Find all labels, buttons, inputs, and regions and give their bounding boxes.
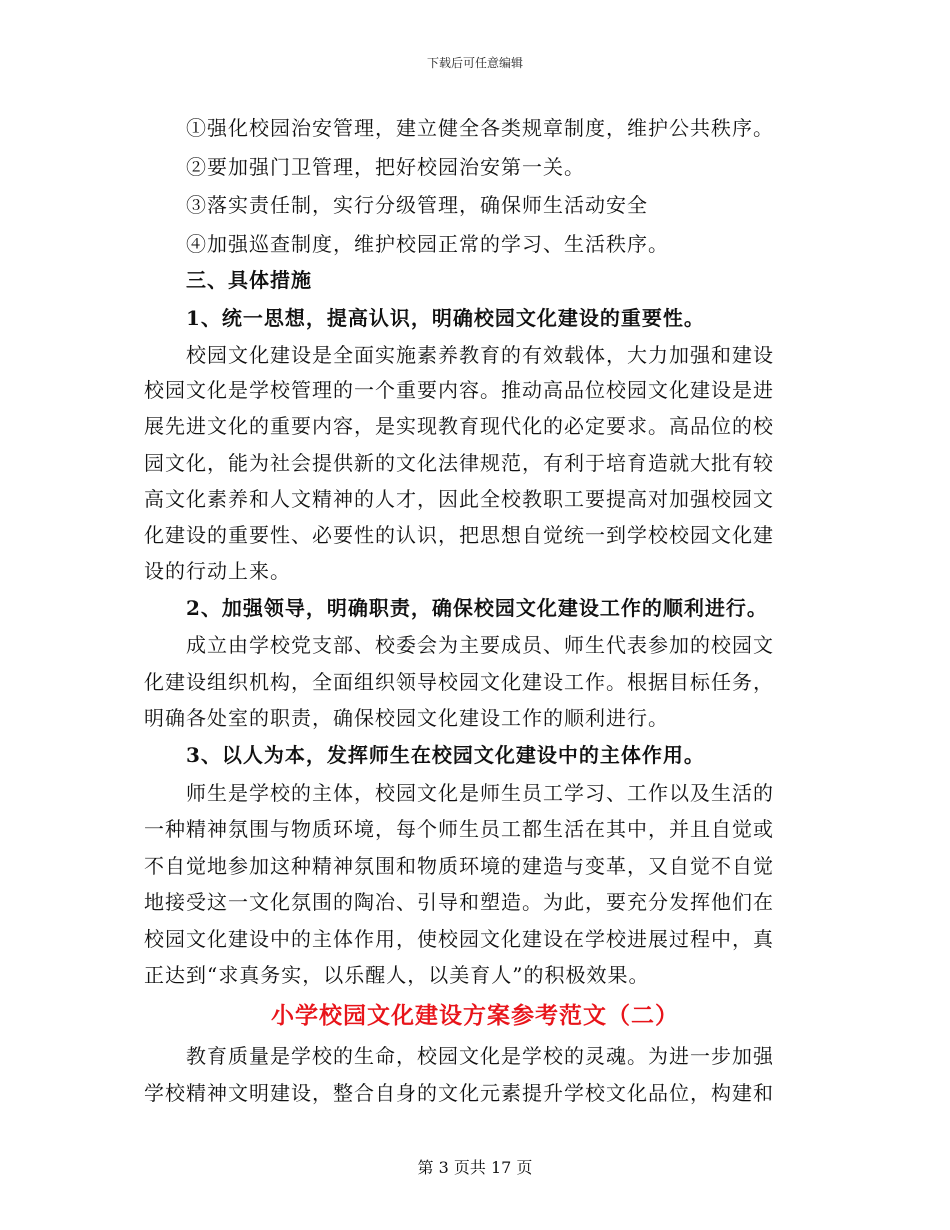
paragraph-line: 教育质量是学校的生命，校园文化是学校的灵魂。为进一步加强	[186, 1044, 774, 1068]
paragraph-line: 学校精神文明建设，整合自身的文化元素提升学校文化品位，构建和	[144, 1081, 774, 1105]
page-number: 第 3 页共 17 页	[417, 1158, 533, 1177]
paragraph-line: 校园文化是学校管理的一个重要内容。推动高品位校园文化建设是进	[144, 378, 774, 402]
subheading-3: 3、以人为本，发挥师生在校园文化建设中的主体作用。	[186, 743, 705, 767]
paragraph-line: 不自觉地参加这种精神氛围和物质环境的建造与变革，又自觉不自觉	[144, 854, 774, 878]
paragraph-line: 设的行动上来。	[144, 559, 291, 583]
section-title: 小学校园文化建设方案参考范文（二）	[271, 1002, 679, 1029]
paragraph-line: 园文化，能为社会提供新的文化法律规范，有利于培育造就大批有较	[144, 451, 774, 475]
paragraph-line: 校园文化建设中的主体作用，使校园文化建设在学校进展过程中，真	[144, 927, 774, 951]
paragraph-line: 师生是学校的主体，校园文化是师生员工学习、工作以及生活的	[186, 781, 774, 805]
paragraph-line: 地接受这一文化氛围的陶冶、引导和塑造。为此，要充分发挥他们在	[144, 890, 774, 914]
paragraph-line: 正达到“求真务实，以乐醒人，以美育人”的积极效果。	[144, 963, 650, 987]
paragraph-line: 明确各处室的职责，确保校园文化建设工作的顺利进行。	[144, 706, 669, 730]
paragraph-line: 化建设组织机构，全面组织领导校园文化建设工作。根据目标任务，	[144, 670, 774, 694]
paragraph-line: 展先进文化的重要内容，是实现教育现代化的必定要求。高品位的校	[144, 414, 774, 438]
paragraph-line: 一种精神氛围与物质环境，每个师生员工都生活在其中，并且自觉或	[144, 817, 774, 841]
paragraph-line: 成立由学校党支部、校委会为主要成员、师生代表参加的校园文	[186, 633, 774, 657]
subheading-1: 1、统一思想，提高认识，明确校园文化建设的重要性。	[186, 306, 705, 330]
paragraph-line: 化建设的重要性、必要性的认识，把思想自觉统一到学校校园文化建	[144, 523, 774, 547]
subheading-2: 2、加强领导，明确职责，确保校园文化建设工作的顺利进行。	[186, 596, 768, 620]
paragraph-line: 高文化素养和人文精神的人才，因此全校教职工要提高对加强校园文	[144, 487, 774, 511]
list-item-1: ①强化校园治安管理，建立健全各类规章制度，维护公共秩序。	[186, 116, 774, 140]
list-item-4: ④加强巡查制度，维护校园正常的学习、生活秩序。	[186, 232, 669, 256]
list-item-3: ③落实责任制，实行分级管理，确保师生活动安全	[186, 193, 648, 217]
paragraph-line: 校园文化建设是全面实施素养教育的有效载体，大力加强和建设	[186, 343, 774, 367]
list-item-2: ②要加强门卫管理，把好校园治安第一关。	[186, 155, 585, 179]
section-heading: 三、具体措施	[186, 268, 312, 292]
page-header: 下载后可任意编辑	[426, 56, 523, 70]
